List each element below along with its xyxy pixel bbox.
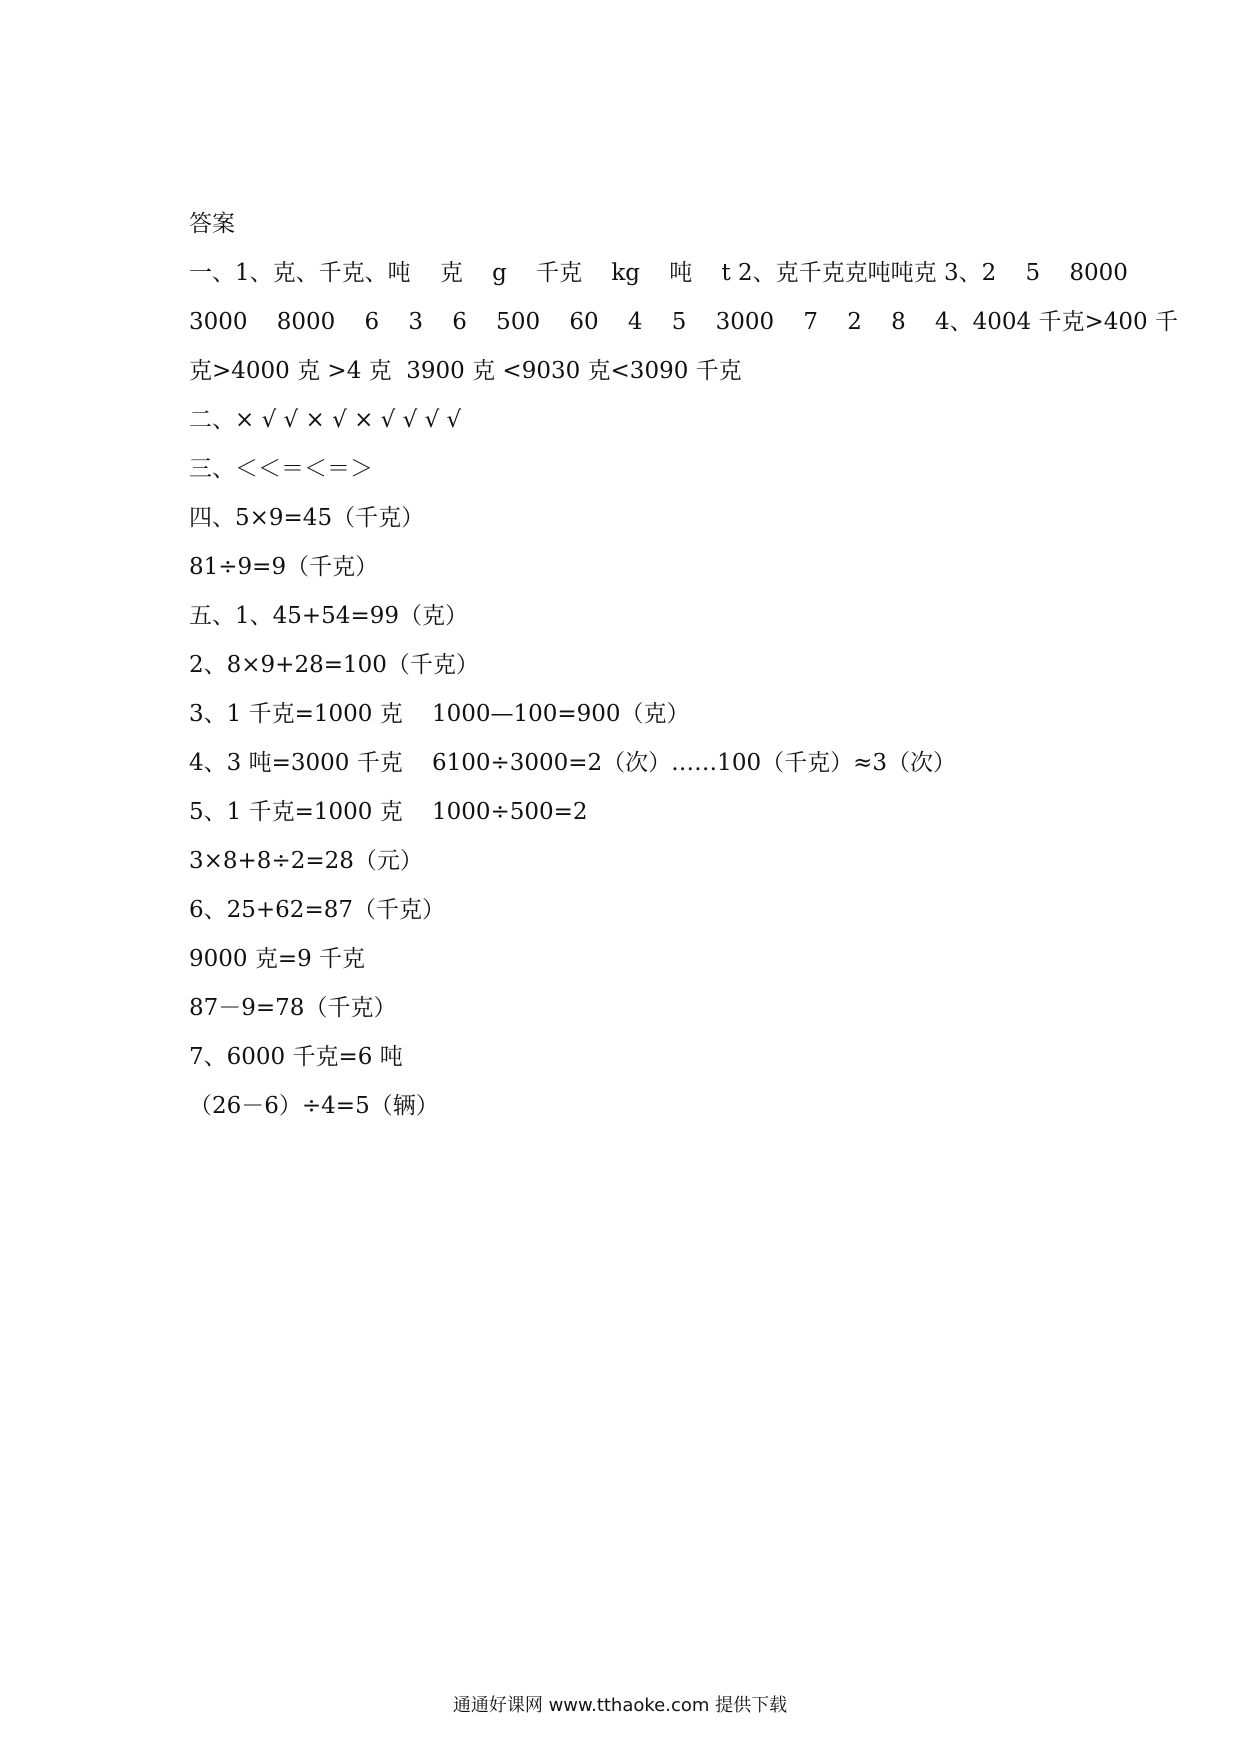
- answer-line-9: 2、8×9+28=100（千克）: [189, 652, 479, 678]
- document-title: 答案: [189, 211, 235, 237]
- answer-line-12: 5、1 千克=1000 克 1000÷500=2: [189, 799, 588, 825]
- answer-line-8: 五、1、45+54=99（克）: [189, 603, 468, 629]
- answer-line-17: 7、6000 千克=6 吨: [189, 1044, 403, 1070]
- answer-line-11: 4、3 吨=3000 千克 6100÷3000=2（次）……100（千克）≈3（次）: [189, 750, 956, 776]
- answer-line-13: 3×8+8÷2=28（元）: [189, 848, 423, 874]
- answer-line-10: 3、1 千克=1000 克 1000—100=900（克）: [189, 701, 690, 727]
- answer-line-4: 二、× √ √ × √ × √ √ √ √: [189, 407, 462, 433]
- answer-line-18: （26－6）÷4=5（辆）: [189, 1093, 439, 1119]
- answer-line-6: 四、5×9=45（千克）: [189, 505, 425, 531]
- answer-line-2: 3000 8000 6 3 6 500 60 4 5 3000 7 2 8 4、4004 千克>400 千: [189, 309, 1178, 335]
- answer-line-3: 克>4000 克 >4 克 3900 克 <9030 克<3090 千克: [189, 358, 742, 384]
- answer-content: [189, 200, 1178, 1131]
- page-footer: 通通好课网 www.tthaoke.com 提供下载: [452, 1695, 788, 1716]
- answer-line-16: 87－9=78（千克）: [189, 995, 397, 1021]
- answer-line-14: 6、25+62=87（千克）: [189, 897, 445, 923]
- answer-line-15: 9000 克=9 千克: [189, 946, 366, 972]
- answer-line-7: 81÷9=9（千克）: [189, 554, 379, 580]
- answer-line-5: 三、＜＜＝＜＝＞: [189, 456, 373, 482]
- answer-line-1: 一、1、克、千克、吨 克 g 千克 kg 吨 t 2、克千克克吨吨克 3、2 5 8000: [189, 260, 1128, 286]
